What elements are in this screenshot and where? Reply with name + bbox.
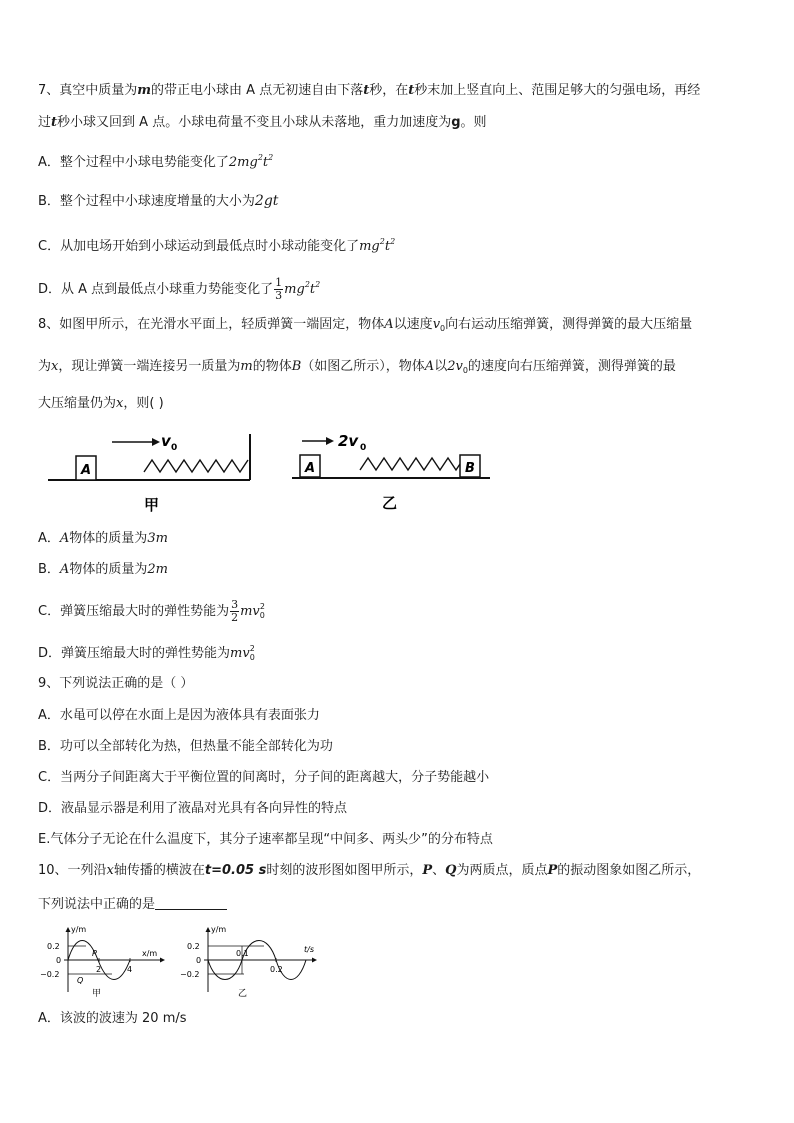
math: 2mg [228, 155, 258, 170]
fraction-num: 1 [275, 276, 283, 289]
q8-text: 8、如图甲所示，在光滑水平面上，轻质弹簧一端固定，物体 [38, 317, 385, 332]
ylabel-yi: y/m [211, 925, 227, 934]
q7-stem-line2 [38, 112, 487, 134]
q7-text: 过 [38, 115, 52, 130]
q7-option-d [38, 272, 320, 303]
q8-option-a [38, 528, 168, 550]
q8-text: 以 [434, 359, 448, 374]
q8-figure [40, 428, 500, 518]
q8-option-c [38, 594, 265, 629]
math: t=0.05 s [204, 863, 267, 878]
q7-text: 7、真空中质量为 [38, 83, 138, 98]
block-a-label-yi: A [305, 461, 316, 476]
q7-text: 秒末加上竖直向上、范围足够大的匀强电场，再经 [414, 83, 701, 98]
math: A [384, 317, 394, 332]
q7-text: 秒小球又回到 A 点。小球电荷量不变且小球从未落地，重力加速度为 [57, 115, 452, 130]
q10-text: 为两质点，质点 [456, 863, 548, 878]
fraction-den: 3 [275, 289, 283, 302]
q10-option-a: A．该波的波速为 20 m/s [38, 1011, 187, 1026]
option-text: A．整个过程中小球电势能变化了 [38, 155, 229, 170]
x-axis-arrow-jia [160, 958, 165, 963]
q8-stem-line2 [38, 356, 676, 382]
p-label-jia: P [92, 949, 97, 958]
q7-var-m: m [137, 83, 152, 98]
option-text: 物体的质量为 [69, 562, 148, 577]
math: mv [230, 646, 250, 661]
math: 2 [268, 153, 274, 162]
q7-text: 秒，在 [369, 83, 409, 98]
math: v [432, 317, 441, 332]
q9-stem: 9、下列说法正确的是（ ） [38, 676, 194, 691]
math: 0 [440, 324, 446, 333]
block-b-label-yi: B [465, 461, 475, 476]
xlabel-yi: t/s [304, 945, 314, 954]
q10-text: 、 [432, 863, 446, 878]
q7-var-t: t [408, 83, 415, 98]
y-zero-jia: 0 [56, 956, 62, 965]
y-axis-arrow-yi [206, 927, 211, 932]
fraction-den: 2 [231, 611, 239, 624]
block-a-label-jia: A [81, 463, 92, 478]
math: mg [359, 239, 380, 254]
q9-option-e: E.气体分子无论在什么温度下，其分子速率都呈现“中间多、两头少”的分布特点 [38, 832, 493, 847]
y-zero-yi: 0 [196, 956, 202, 965]
option-text: B．整个过程中小球速度增量的大小为 [38, 194, 255, 209]
q7-stem-line1 [38, 80, 700, 102]
math: mv [240, 604, 260, 619]
math: A [59, 562, 70, 577]
option-text: D．弹簧压缩最大时的弹性势能为 [38, 646, 231, 661]
q7-var-g: g [451, 115, 461, 130]
caption-jia: 甲 [144, 496, 160, 514]
math: A [59, 531, 70, 546]
q9-option-d: D．液晶显示器是利用了液晶对光具有各向异性的特点 [38, 801, 348, 816]
math: B [291, 359, 302, 374]
math: t [309, 282, 316, 297]
q10-text: 10、一列沿 [38, 863, 107, 878]
q8-option-b [38, 559, 168, 581]
q9-option-a: A．水黾可以停在水面上是因为液体具有表面张力 [38, 708, 320, 723]
caption-yi: 乙 [382, 494, 398, 512]
option-text: C．从加电场开始到小球运动到最低点时小球动能变化了 [38, 239, 360, 254]
math: 2v [447, 359, 463, 374]
caption-yi: 乙 [238, 989, 248, 999]
q8-text: 大压缩量仍为 [38, 396, 117, 411]
ylabel-jia: y/m [71, 925, 87, 934]
math: t [262, 155, 269, 170]
y-axis-arrow-jia [66, 927, 71, 932]
tick-2-label-jia: 2 [96, 965, 102, 974]
spring-jia [144, 460, 248, 472]
math: P [422, 863, 433, 878]
q8-text: ，则( ) [123, 396, 164, 411]
q8-text: 为 [38, 359, 52, 374]
math: A [424, 359, 435, 374]
math: 2 [379, 237, 385, 246]
math: Q [445, 863, 457, 878]
v0-sub-jia: 0 [171, 443, 178, 453]
spring-yi [360, 458, 460, 470]
option-text: A． [38, 531, 60, 546]
xlabel-jia: x/m [142, 949, 158, 958]
math: 2 [304, 280, 310, 289]
y-pos-jia: 0.2 [47, 942, 60, 951]
q7-text: 的带正电小球由 A 点无初速自由下落 [151, 83, 364, 98]
q8-text: 的物体 [252, 359, 292, 374]
q8-stem-line3 [38, 393, 164, 415]
math: 2 [390, 237, 396, 246]
math: 2gt [254, 193, 279, 209]
math: 2m [147, 562, 168, 577]
q8-text: 的速度向右压缩弹簧，测得弹簧的最 [467, 359, 676, 374]
q8-stem-line1 [38, 314, 692, 340]
fraction [230, 599, 239, 624]
arrow-head-jia [152, 438, 160, 446]
q10-text: 的振动图象如图乙所示， [557, 863, 701, 878]
y-pos-yi: 0.2 [187, 942, 200, 951]
math: 2 [315, 280, 321, 289]
math: mg [284, 282, 305, 297]
y-neg-yi: −0.2 [180, 970, 200, 979]
math: x [51, 359, 59, 374]
option-text: C．弹簧压缩最大时的弹性势能为 [38, 604, 230, 619]
arrow-head-yi [326, 437, 334, 445]
x-axis-arrow-yi [312, 958, 317, 963]
v0-label-yi: 2v [338, 432, 359, 450]
math: 2 [249, 644, 255, 653]
tick-4-label-jia: 4 [127, 965, 133, 974]
v0-label-jia: v [161, 432, 171, 450]
math: x [106, 863, 114, 878]
option-text: D．从 A 点到最低点小球重力势能变化了 [38, 282, 274, 297]
q7-text: 。则 [460, 115, 487, 130]
math: P [547, 863, 558, 878]
tick-02-label-yi: 0.2 [270, 965, 283, 974]
wave-curve-alt-jia [68, 960, 94, 977]
math: 3m [147, 531, 168, 546]
math: 2 [259, 602, 265, 611]
fraction-num: 3 [231, 598, 239, 611]
math: t [384, 239, 391, 254]
q9-option-c: C．当两分子间距离大于平衡位置的间离时，分子间的距离越大，分子势能越小 [38, 770, 490, 785]
option-text: 物体的质量为 [69, 531, 148, 546]
fraction [274, 277, 283, 302]
v0-sub-yi: 0 [360, 443, 367, 453]
q8-text: 以速度 [393, 317, 433, 332]
q7-option-b [38, 190, 278, 213]
q7-option-a [38, 147, 273, 174]
caption-jia: 甲 [92, 989, 102, 999]
option-text: B． [38, 562, 60, 577]
q8-text: （如图乙所示），物体 [301, 359, 425, 374]
math: m [240, 359, 253, 374]
math: 0 [259, 611, 265, 620]
q10-stem-line1 [38, 860, 700, 882]
q8-text: ，现让弹簧一端连接另一质量为 [58, 359, 241, 374]
q7-option-c [38, 231, 395, 258]
q10-text: 下列说法中正确的是 [38, 897, 156, 912]
q7-var-t: t [363, 83, 370, 98]
q10-text: 时刻的波形图如图甲所示， [266, 863, 423, 878]
math: x [116, 396, 124, 411]
answer-blank [155, 896, 227, 910]
math: 2 [257, 153, 263, 162]
q9-option-b: B．功可以全部转化为热，但热量不能全部转化为功 [38, 739, 333, 754]
math: 0 [462, 366, 468, 375]
q8-option-d [38, 638, 255, 669]
tick-01-label-yi: 0.1 [236, 949, 249, 958]
q8-text: 向右运动压缩弹簧，测得弹簧的最大压缩量 [445, 317, 693, 332]
q10-figure [38, 922, 338, 1000]
q10-text: 轴传播的横波在 [113, 863, 205, 878]
q7-var-t: t [51, 115, 58, 130]
math: 0 [249, 653, 255, 662]
q10-stem-line2 [38, 894, 227, 916]
q-label-jia: Q [77, 976, 84, 985]
y-neg-jia: −0.2 [40, 970, 60, 979]
